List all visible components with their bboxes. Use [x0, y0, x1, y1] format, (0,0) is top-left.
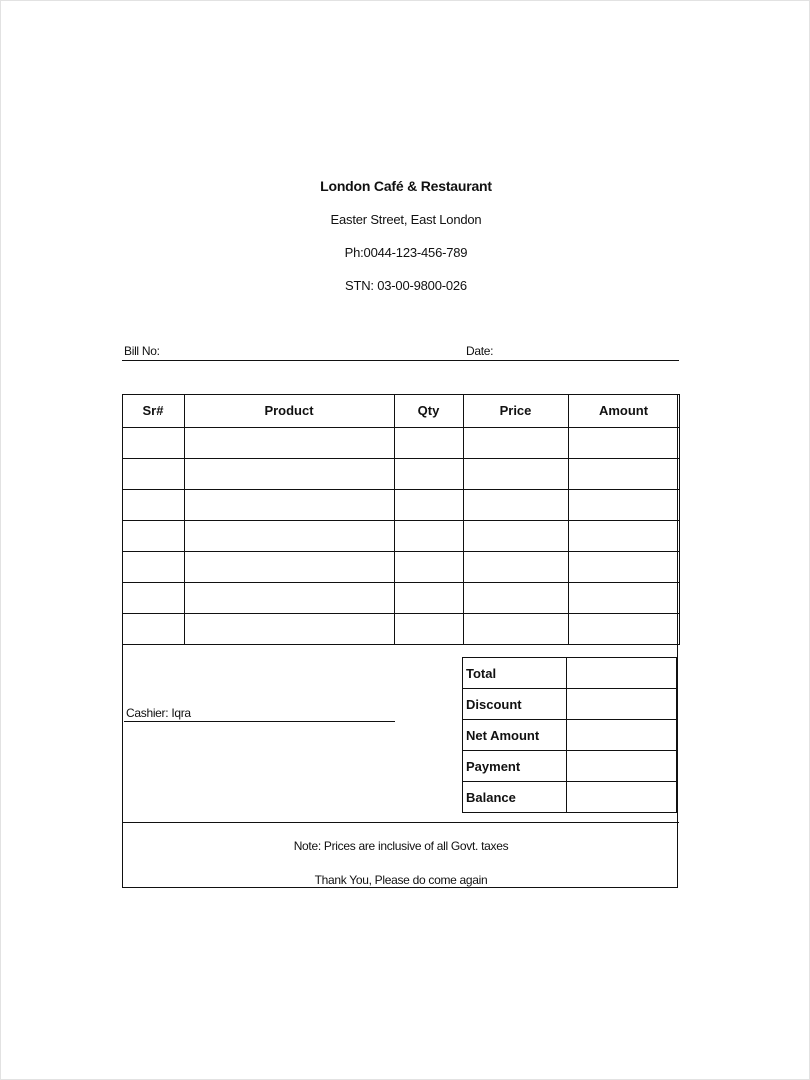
table-cell — [568, 427, 679, 458]
table-row — [122, 427, 679, 458]
summary-row-discount — [463, 689, 677, 720]
table-cell — [394, 458, 463, 489]
table-cell — [463, 427, 568, 458]
summary-value-total — [567, 658, 677, 689]
table-cell — [394, 582, 463, 613]
table-cell — [463, 458, 568, 489]
summary-value-net-amount — [567, 720, 677, 751]
table-cell — [122, 489, 184, 520]
table-cell — [463, 613, 568, 644]
table-row — [122, 613, 679, 644]
column-header-sr: Sr# — [122, 394, 184, 427]
table-cell — [394, 427, 463, 458]
table-cell — [394, 613, 463, 644]
table-cell — [184, 551, 394, 582]
table-cell — [568, 520, 679, 551]
table-cell — [568, 489, 679, 520]
table-cell — [568, 458, 679, 489]
table-cell — [394, 551, 463, 582]
table-cell — [184, 489, 394, 520]
invoice-box — [122, 394, 678, 888]
summary-value-discount — [567, 689, 677, 720]
table-cell — [122, 582, 184, 613]
table-cell — [122, 551, 184, 582]
restaurant-address: Easter Street, East London — [330, 212, 482, 227]
footer-divider — [123, 822, 679, 823]
table-cell — [463, 489, 568, 520]
table-cell — [184, 613, 394, 644]
summary-row-payment — [463, 751, 677, 782]
tax-note: Note: Prices are inclusive of all Govt. taxes — [293, 839, 509, 853]
table-row — [122, 458, 679, 489]
table-cell — [463, 520, 568, 551]
summary-label-net-amount: Net Amount — [463, 720, 567, 751]
table-cell — [463, 582, 568, 613]
summary-row-total — [463, 658, 677, 689]
summary-table — [462, 657, 677, 813]
table-row — [122, 489, 679, 520]
summary-value-balance — [567, 782, 677, 813]
table-cell — [184, 582, 394, 613]
table-cell — [184, 458, 394, 489]
table-cell — [122, 520, 184, 551]
table-row — [122, 520, 679, 551]
table-cell — [463, 551, 568, 582]
table-cell — [568, 551, 679, 582]
date-label: Date: — [466, 344, 494, 358]
table-cell — [122, 458, 184, 489]
table-cell — [394, 520, 463, 551]
cashier-line: Cashier: Iqra — [124, 706, 395, 722]
items-table — [123, 395, 680, 645]
table-cell — [184, 520, 394, 551]
summary-value-payment — [567, 751, 677, 782]
summary-label-balance: Balance — [463, 782, 567, 813]
table-row — [122, 551, 679, 582]
table-cell — [122, 427, 184, 458]
bill-no-label: Bill No: — [124, 344, 160, 358]
summary-label-discount: Discount — [463, 689, 567, 720]
restaurant-name: London Café & Restaurant — [320, 178, 492, 194]
summary-row-balance — [463, 782, 677, 813]
restaurant-phone: Ph:0044-123-456-789 — [344, 245, 468, 260]
table-row — [122, 582, 679, 613]
summary-label-payment: Payment — [463, 751, 567, 782]
summary-row-net-amount — [463, 720, 677, 751]
column-header-amount: Amount — [568, 394, 679, 427]
column-header-price: Price — [463, 394, 568, 427]
table-cell — [568, 613, 679, 644]
column-header-product: Product — [184, 394, 394, 427]
table-header-row — [122, 394, 679, 427]
table-cell — [184, 427, 394, 458]
table-cell — [122, 613, 184, 644]
summary-label-total: Total — [463, 658, 567, 689]
column-header-qty: Qty — [394, 394, 463, 427]
table-cell — [568, 582, 679, 613]
thank-you-note: Thank You, Please do come again — [314, 873, 488, 887]
restaurant-stn: STN: 03-00-9800-026 — [345, 278, 467, 293]
table-cell — [394, 489, 463, 520]
bill-info-line — [122, 344, 679, 361]
